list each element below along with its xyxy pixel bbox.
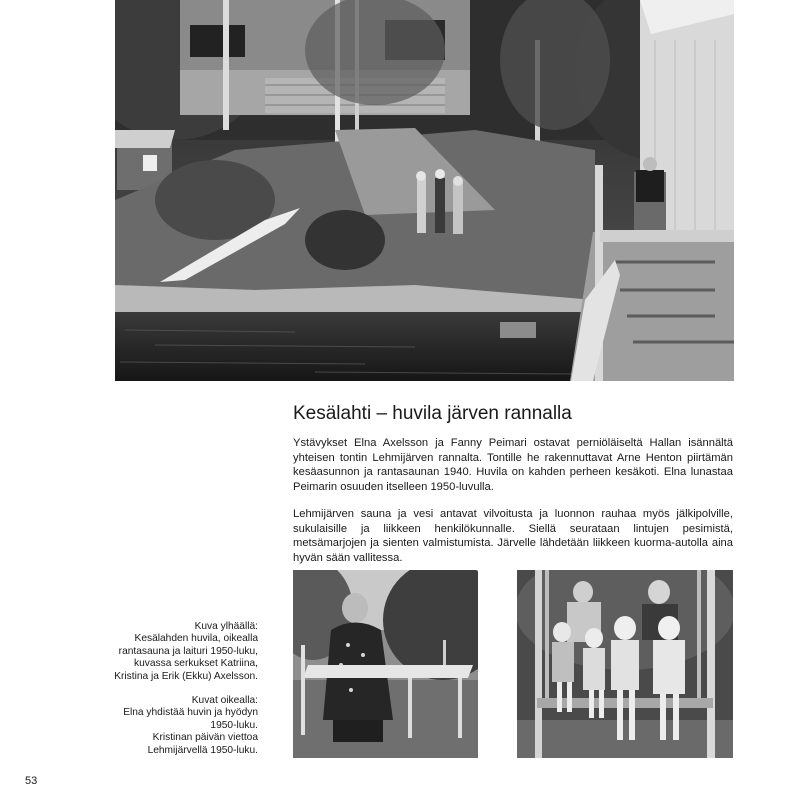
photo-captions	[100, 621, 258, 769]
caption-line: Kesälahden huvila, oikealla	[134, 633, 258, 645]
article-heading: Kesälahti – huvila järven rannalla	[293, 403, 572, 424]
caption-line: 1950-luku.	[210, 719, 258, 731]
villa-lakeshore-photo	[115, 0, 734, 381]
top-photo-caption	[100, 621, 258, 683]
caption-line: kuvassa serkukset Katriina,	[133, 658, 258, 670]
article-paragraph: Ystävykset Elna Axelsson ja Fanny Peimari ostavat perniöläiseltä Hallan isännältä yhteisen tontin Lehmijärven rannalta. Tontille he rakennuttavat Arne Henton piirtämän kesäasunnon ja rantasaunan 1940. Huvila on kahden perheen kesäkoti. Elna lunastaa Peimarin osuuden itselleen 1950-luvulla.	[293, 437, 733, 493]
caption-line: Kuvat oikealla:	[191, 695, 258, 707]
page-number: 53	[25, 775, 38, 787]
caption-line: Kristinan päivän viettoa	[152, 732, 258, 744]
article-paragraph: Lehmijärven sauna ja vesi antavat vilvoitusta ja luonnon rauhaa myös jälkipolville, sukulaisille ja liikkeen henkilökunnalle. Siellä seurataan lintujen pesimistä, metsämarjojen ja sienten valmistumista. Järvelle lähdetään liikkeen kuorma-autolla aina hyvän sään vallitessa.	[293, 508, 733, 564]
right-photos-caption	[100, 695, 258, 757]
caption-line: Lehmijärvellä 1950-luku.	[147, 744, 258, 756]
caption-line: rantasauna ja laituri 1950-luku,	[118, 645, 258, 657]
woman-at-table-photo	[293, 570, 478, 758]
girls-on-swing-photo	[517, 570, 733, 758]
caption-line: Elna yhdistää huvin ja hyödyn	[123, 707, 258, 719]
caption-line: Kuva ylhäällä:	[194, 621, 258, 632]
caption-line: Kristina ja Erik (Ekku) Axelsson.	[114, 670, 258, 682]
